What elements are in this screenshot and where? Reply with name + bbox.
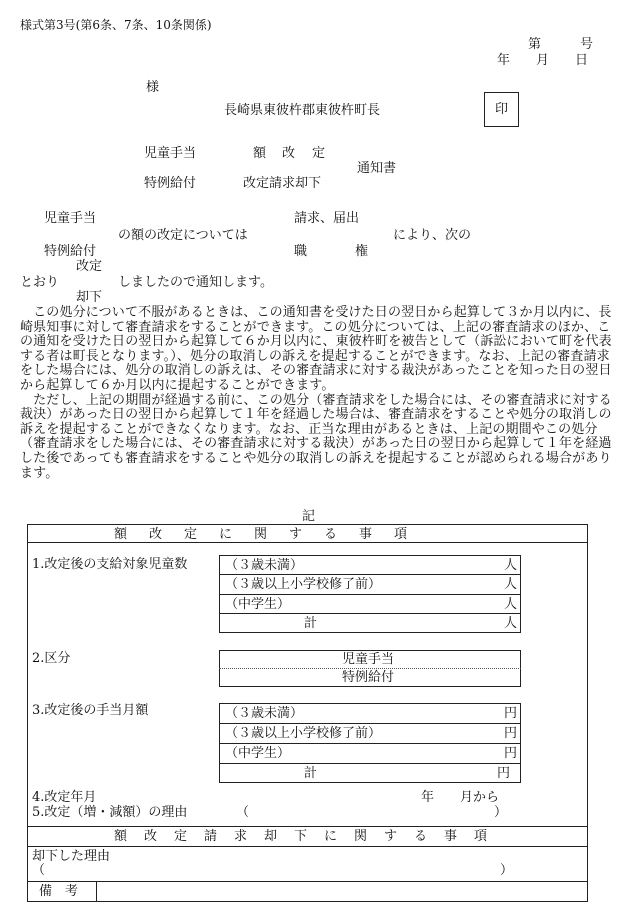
- title-jidou-teate: 児童手当: [144, 146, 197, 161]
- issue-date: 年 月 日: [497, 53, 589, 68]
- title-tei: 定: [312, 146, 326, 161]
- seal-box: 印: [484, 92, 519, 127]
- amount-row-unit: 円: [504, 726, 518, 741]
- amount-total-unit: 円: [497, 766, 511, 781]
- item4-label: 4.改定年月: [32, 790, 97, 805]
- intro-toori: とおり: [20, 275, 60, 290]
- count-row-unit: 人: [504, 597, 518, 612]
- addressee-suffix: 様: [146, 80, 160, 95]
- kubun-tokurei-kyufu: 特例給付: [342, 670, 395, 685]
- item5-label: 5.改定（増・減額）の理由: [32, 805, 188, 820]
- appeal-paragraph-1: この処分について不服があるときは、この通知書を受けた日の翌日から起算して３か月以内に、長崎県知事に対して審査請求をすることができます。この処分については、上記の審査請求のほか、この通知を受けた日の翌日から起算して６か月以内に、東彼杵町を被告として（訴訟において町を代表する者は町長となります。）、処分の取消しの訴えを提起することができます。なお、上記の審査請求をした場合には、処分の取消しの訴えは、その審査請求に対する裁決があったことを知った日の翌日から起算して６か月以内に提起することができます。: [20, 305, 612, 393]
- amount-row-unit: 円: [504, 706, 518, 721]
- reject-paren-close: ）: [500, 863, 514, 878]
- remarks-label: 備 考: [39, 884, 79, 899]
- count-row-label: （中学生）: [225, 597, 291, 612]
- title-tokurei-kyufu: 特例給付: [144, 176, 197, 191]
- intro-kaitei: 改定: [76, 259, 103, 274]
- item5-paren-open: （: [236, 805, 250, 820]
- count-row-label: （３歳未満）: [225, 558, 304, 573]
- count-total-unit: 人: [504, 616, 518, 631]
- section-header-kyakka: 額改定請求却下に関する事項: [114, 829, 505, 844]
- intro-jidou-teate: 児童手当: [44, 211, 97, 226]
- amount-total-label: 計: [304, 766, 318, 781]
- item3-label: 3.改定後の手当月額: [32, 703, 149, 718]
- issuer-name: 長崎県東彼杵郡東彼杵町長: [224, 103, 381, 118]
- kubun-jidou-teate: 児童手当: [342, 652, 395, 667]
- item1-label: 1.改定後の支給対象児童数: [32, 557, 188, 572]
- appeal-notice: [20, 306, 612, 481]
- intro-shoku: 職: [294, 244, 308, 259]
- title-tsuchisho: 通知書: [357, 161, 397, 176]
- count-row-label: （３歳以上小学校修了前）: [225, 577, 382, 592]
- form-number: 様式第3号(第6条、7条、10条関係): [20, 18, 212, 32]
- appeal-paragraph-2: ただし、上記の期間が経過する前に、この処分（審査請求をした場合には、その審査請求に対する裁決）があった日の翌日から起算して１年を経過した場合は、審査請求をすることや処分の取消しの訴えを提起することができなくなります。なお、正当な理由があるときは、上記の期間やこの処分（審査請求をした場合には、その審査請求に対する裁決）があった日の翌日から起算して１年を経過した後であっても審査請求をすることや処分の取消しの訴えを提起することが認められる場合があります。: [20, 392, 612, 481]
- amount-row-label: （３歳未満）: [225, 706, 304, 721]
- item4-value: 年 月から: [421, 790, 500, 805]
- amount-row-label: （３歳以上小学校修了前）: [225, 726, 382, 741]
- title-gaku: 額: [253, 146, 267, 161]
- reject-reason-label: 却下した理由: [32, 849, 111, 864]
- intro-seikyu-todokede: 請求、届出: [294, 211, 360, 226]
- item2-label: 2.区分: [32, 651, 71, 666]
- amount-row-label: （中学生）: [225, 746, 291, 761]
- section-header-gaku-kaitei: 額改定に関する事項: [114, 527, 430, 542]
- amount-row-unit: 円: [504, 746, 518, 761]
- item5-paren-close: ）: [494, 805, 508, 820]
- intro-gaku-kaitei: の額の改定については: [118, 228, 248, 243]
- title-kai: 改: [282, 146, 296, 161]
- title-kaitei-seikyu-kyakka: 改定請求却下: [243, 176, 322, 191]
- count-row-unit: 人: [504, 577, 518, 592]
- document-number: 第 号: [528, 37, 594, 52]
- intro-kyakka: 却下: [76, 290, 103, 305]
- count-total-label: 計: [304, 616, 318, 631]
- ki-label: 記: [302, 509, 316, 524]
- intro-ken: 権: [355, 244, 369, 259]
- reject-paren-open: （: [32, 863, 46, 878]
- count-row-unit: 人: [504, 558, 518, 573]
- intro-niyori: により、次の: [393, 228, 472, 243]
- intro-tokurei-kyufu: 特例給付: [44, 244, 97, 259]
- intro-notice: しましたので通知します。: [118, 275, 273, 290]
